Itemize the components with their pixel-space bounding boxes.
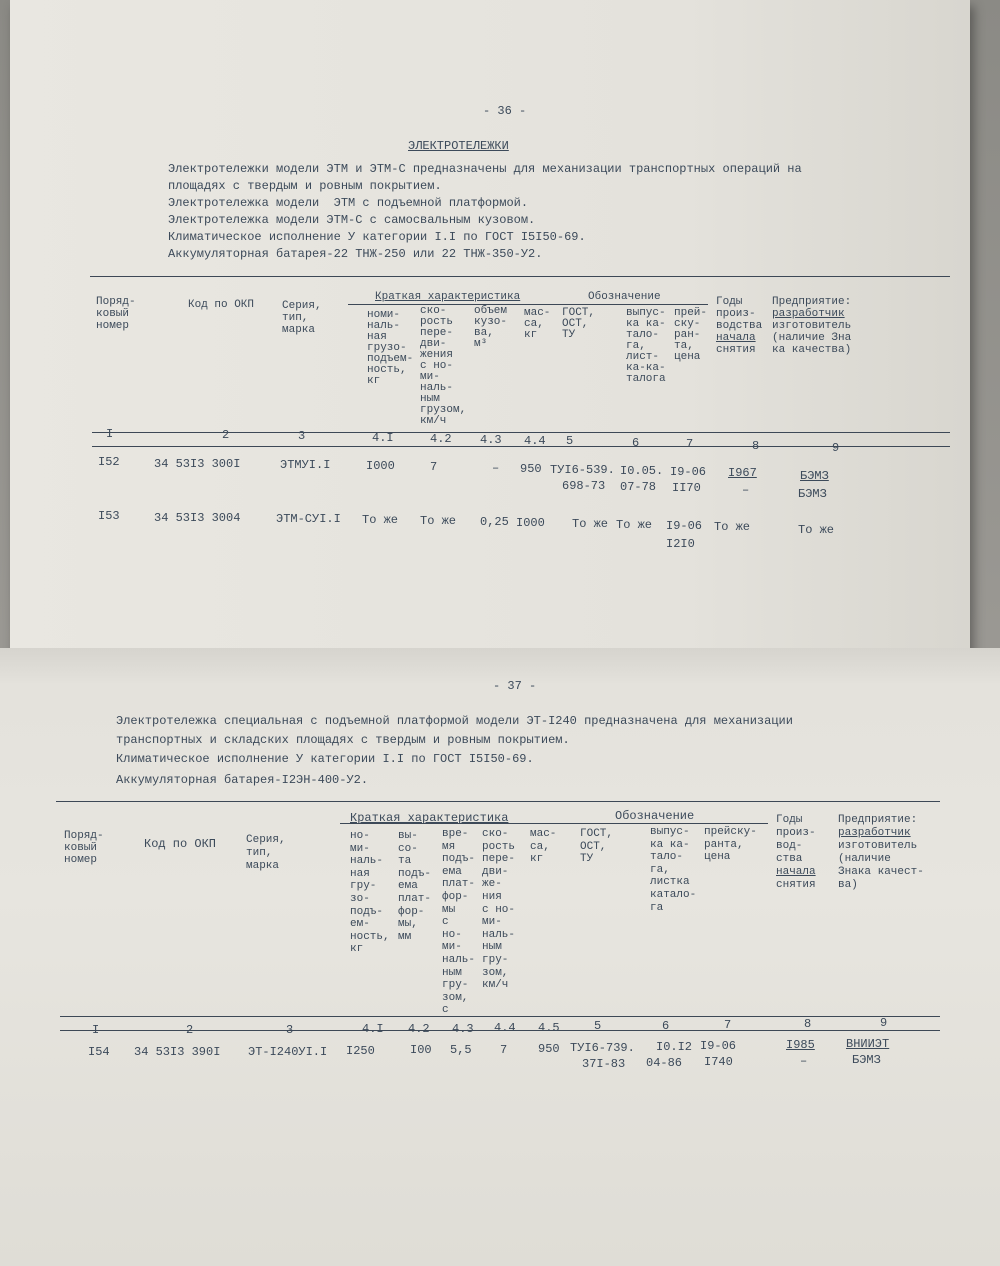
col-number: 3 <box>298 429 306 443</box>
col-number: 5 <box>566 434 574 448</box>
col-number: 4.2 <box>430 432 452 446</box>
cell-price: I9-06 <box>666 519 703 533</box>
cell-gost-2: 37I-83 <box>582 1057 626 1071</box>
cell-okp: 34 53I3 390I <box>134 1045 221 1059</box>
cell-okp: 34 53I3 300I <box>154 457 241 471</box>
header-lift-height: вы- со- та подъ- ема плат- фор- мы, мм <box>398 830 432 943</box>
header-order-no: Поряд- ковый номер <box>64 830 104 866</box>
intro-line: Электротележка модели ЭТМ с подъемной платформой. <box>168 196 529 210</box>
header-order-no: Поряд- ковый номер <box>96 296 136 332</box>
cell-no: I54 <box>88 1045 110 1059</box>
cell-developer: ВНИИЭТ <box>846 1037 890 1051</box>
cell-speed: 7 <box>500 1043 508 1057</box>
cell-maker: БЭМЗ <box>798 487 827 501</box>
col-number: 7 <box>724 1018 732 1032</box>
header-okp: Код по ОКП <box>188 299 255 311</box>
header-bottom-rule <box>92 432 950 433</box>
header-catalog: выпус- ка ка- тало- га, листка катало- га <box>650 826 697 914</box>
cell-speed: 7 <box>430 460 438 474</box>
header-mass: мас- са, кг <box>530 828 557 866</box>
cell-enterprise: То же <box>798 523 835 537</box>
page-37 <box>0 648 1000 1266</box>
colnum-bottom-rule <box>92 446 950 447</box>
col-number: 4.4 <box>524 434 546 448</box>
header-capacity: но- ми- наль- ная гру- зо- подъ- ем- ность, кг <box>350 830 390 956</box>
table-top-rule <box>90 276 950 277</box>
subheader-rule <box>348 304 708 305</box>
col-number: 4.4 <box>494 1021 516 1035</box>
header-series: Серия, тип, марка <box>246 834 286 872</box>
header-okp: Код по ОКП <box>144 837 217 851</box>
cell-no: I52 <box>98 455 120 469</box>
intro-line: транспортных и складских площадях с твердым и ровным покрытием. <box>116 733 570 747</box>
intro-line: Электротележки модели ЭТМ и ЭТМ-С предназначены для механизации транспортных операций на <box>168 162 802 176</box>
cell-year-start: I985 <box>786 1038 815 1052</box>
col-number: 5 <box>594 1019 602 1033</box>
intro-line: Климатическое исполнение У категории I.I по ГОСТ I5I50-69. <box>168 230 586 244</box>
col-number: 4.3 <box>452 1022 474 1036</box>
header-speed: ско- рость пере- дви- жения с но- ми- наль- ным грузом, км/ч <box>420 305 467 427</box>
cell-capacity: То же <box>362 513 399 527</box>
header-volume: объем кузо- ва, м³ <box>474 305 508 350</box>
header-designation: Обозначение <box>615 809 695 823</box>
col-number: 4.I <box>362 1022 384 1036</box>
col-number: 2 <box>222 428 230 442</box>
col-number: 9 <box>832 441 840 455</box>
cell-price: I9-06 <box>700 1039 737 1053</box>
header-capacity: номи- наль- ная грузо- подъем- ность, кг <box>367 309 414 387</box>
cell-year-start: I967 <box>728 466 757 480</box>
cell-gost: ТУI6-539. <box>550 463 615 477</box>
cell-gost: ТУI6-739. <box>570 1041 635 1055</box>
header-gost: ГОСТ, ОСТ, ТУ <box>562 307 596 341</box>
cell-catalog: I0.05. <box>620 464 664 478</box>
cell-series: ЭТМУI.I <box>280 458 331 472</box>
cell-series: ЭТМ-СУI.I <box>276 512 341 526</box>
intro-line: Электротележка модели ЭТМ-С с самосвальным кузовом. <box>168 213 536 227</box>
cell-lift-height: I00 <box>410 1043 432 1057</box>
cell-capacity: I000 <box>366 459 395 473</box>
col-number: 4.I <box>372 431 394 445</box>
header-lift-time: вре- мя подъ- ема плат- фор- мы с но- ми- наль- ным гру- зом, с <box>442 828 476 1017</box>
cell-mass: 950 <box>520 462 542 476</box>
intro-line: Электротележка специальная с подъемной платформой модели ЭТ-I240 предназначена для механизации <box>116 714 793 728</box>
intro-line: площадях с твердым и ровным покрытием. <box>168 179 442 193</box>
cell-volume: – <box>492 461 500 475</box>
cell-speed: То же <box>420 514 457 528</box>
header-series: Серия, тип, марка <box>282 300 322 336</box>
cell-capacity: I250 <box>346 1044 375 1058</box>
col-number: 8 <box>804 1017 812 1031</box>
section-title: ЭЛЕКТРОТЕЛЕЖКИ <box>408 139 509 153</box>
cell-volume: 0,25 <box>480 515 509 529</box>
col-number: 9 <box>880 1016 888 1030</box>
header-mass: мас- са, кг <box>524 307 551 341</box>
header-enterprise: Предприятие: разработчик изготовитель (наличие Зна ка качества) <box>772 296 852 356</box>
intro-line: Аккумуляторная батарея-22 ТНЖ-250 или 22 ТНЖ-350-У2. <box>168 247 543 261</box>
header-gost: ГОСТ, ОСТ, ТУ <box>580 828 614 866</box>
col-number: 4.3 <box>480 433 502 447</box>
cell-developer: БЭМЗ <box>800 469 829 483</box>
header-enterprise: Предприятие: разработчик изготовитель (наличие Знака качест- ва) <box>838 814 924 891</box>
cell-series: ЭТ-I240УI.I <box>248 1045 328 1059</box>
header-brief: Краткая характеристика <box>375 291 521 303</box>
cell-price-2: II70 <box>672 481 701 495</box>
header-price: прейску- ранта, цена <box>704 826 757 864</box>
col-number: I <box>106 427 114 441</box>
table-top-rule <box>56 801 940 802</box>
col-number: 6 <box>632 436 640 450</box>
cell-year-end: – <box>800 1054 808 1068</box>
cell-price: I9-06 <box>670 465 707 479</box>
cell-catalog: То же <box>616 518 653 532</box>
cell-mass: 950 <box>538 1042 560 1056</box>
header-price: прей- ску- ран- та, цена <box>674 307 708 363</box>
cell-year-end: – <box>742 483 750 497</box>
header-years: Годы произ- вод- ства начала снятия <box>776 814 816 891</box>
cell-gost: То же <box>572 517 609 531</box>
col-number: I <box>92 1023 100 1037</box>
col-number: 3 <box>286 1023 294 1037</box>
col-number: 7 <box>686 437 694 451</box>
page-36 <box>10 0 970 660</box>
cell-price-2: I2I0 <box>666 537 695 551</box>
header-brief: Краткая характеристика <box>350 811 509 825</box>
cell-lift-time: 5,5 <box>450 1043 472 1057</box>
page-number: - 37 - <box>493 679 537 693</box>
cell-no: I53 <box>98 509 120 523</box>
intro-line: Аккумуляторная батарея-I2ЭН-400-У2. <box>116 773 369 787</box>
header-speed: ско- рость пере- дви- же- ния с но- ми- наль- ным гру- зом, км/ч <box>482 828 516 992</box>
cell-okp: 34 53I3 3004 <box>154 511 241 525</box>
cell-mass: I000 <box>516 516 545 530</box>
cell-price-2: I740 <box>704 1055 733 1069</box>
col-number: 2 <box>186 1023 194 1037</box>
page-number: - 36 - <box>483 104 527 118</box>
cell-catalog: I0.I2 <box>656 1040 693 1054</box>
intro-line: Климатическое исполнение У категории I.I по ГОСТ I5I50-69. <box>116 752 534 766</box>
col-number: 6 <box>662 1019 670 1033</box>
header-designation: Обозначение <box>588 291 661 303</box>
col-number: 8 <box>752 439 760 453</box>
header-catalog: выпус- ка ка- тало- га, лист- ка-ка- талога <box>626 307 666 385</box>
header-years: Годы произ- водства начала снятия <box>716 296 763 356</box>
cell-catalog-2: 07-78 <box>620 480 657 494</box>
cell-gost-2: 698-73 <box>562 479 606 493</box>
col-number: 4.2 <box>408 1022 430 1036</box>
cell-catalog-2: 04-86 <box>646 1056 683 1070</box>
cell-years: То же <box>714 520 751 534</box>
cell-maker: БЭМЗ <box>852 1053 881 1067</box>
col-number: 4.5 <box>538 1021 560 1035</box>
